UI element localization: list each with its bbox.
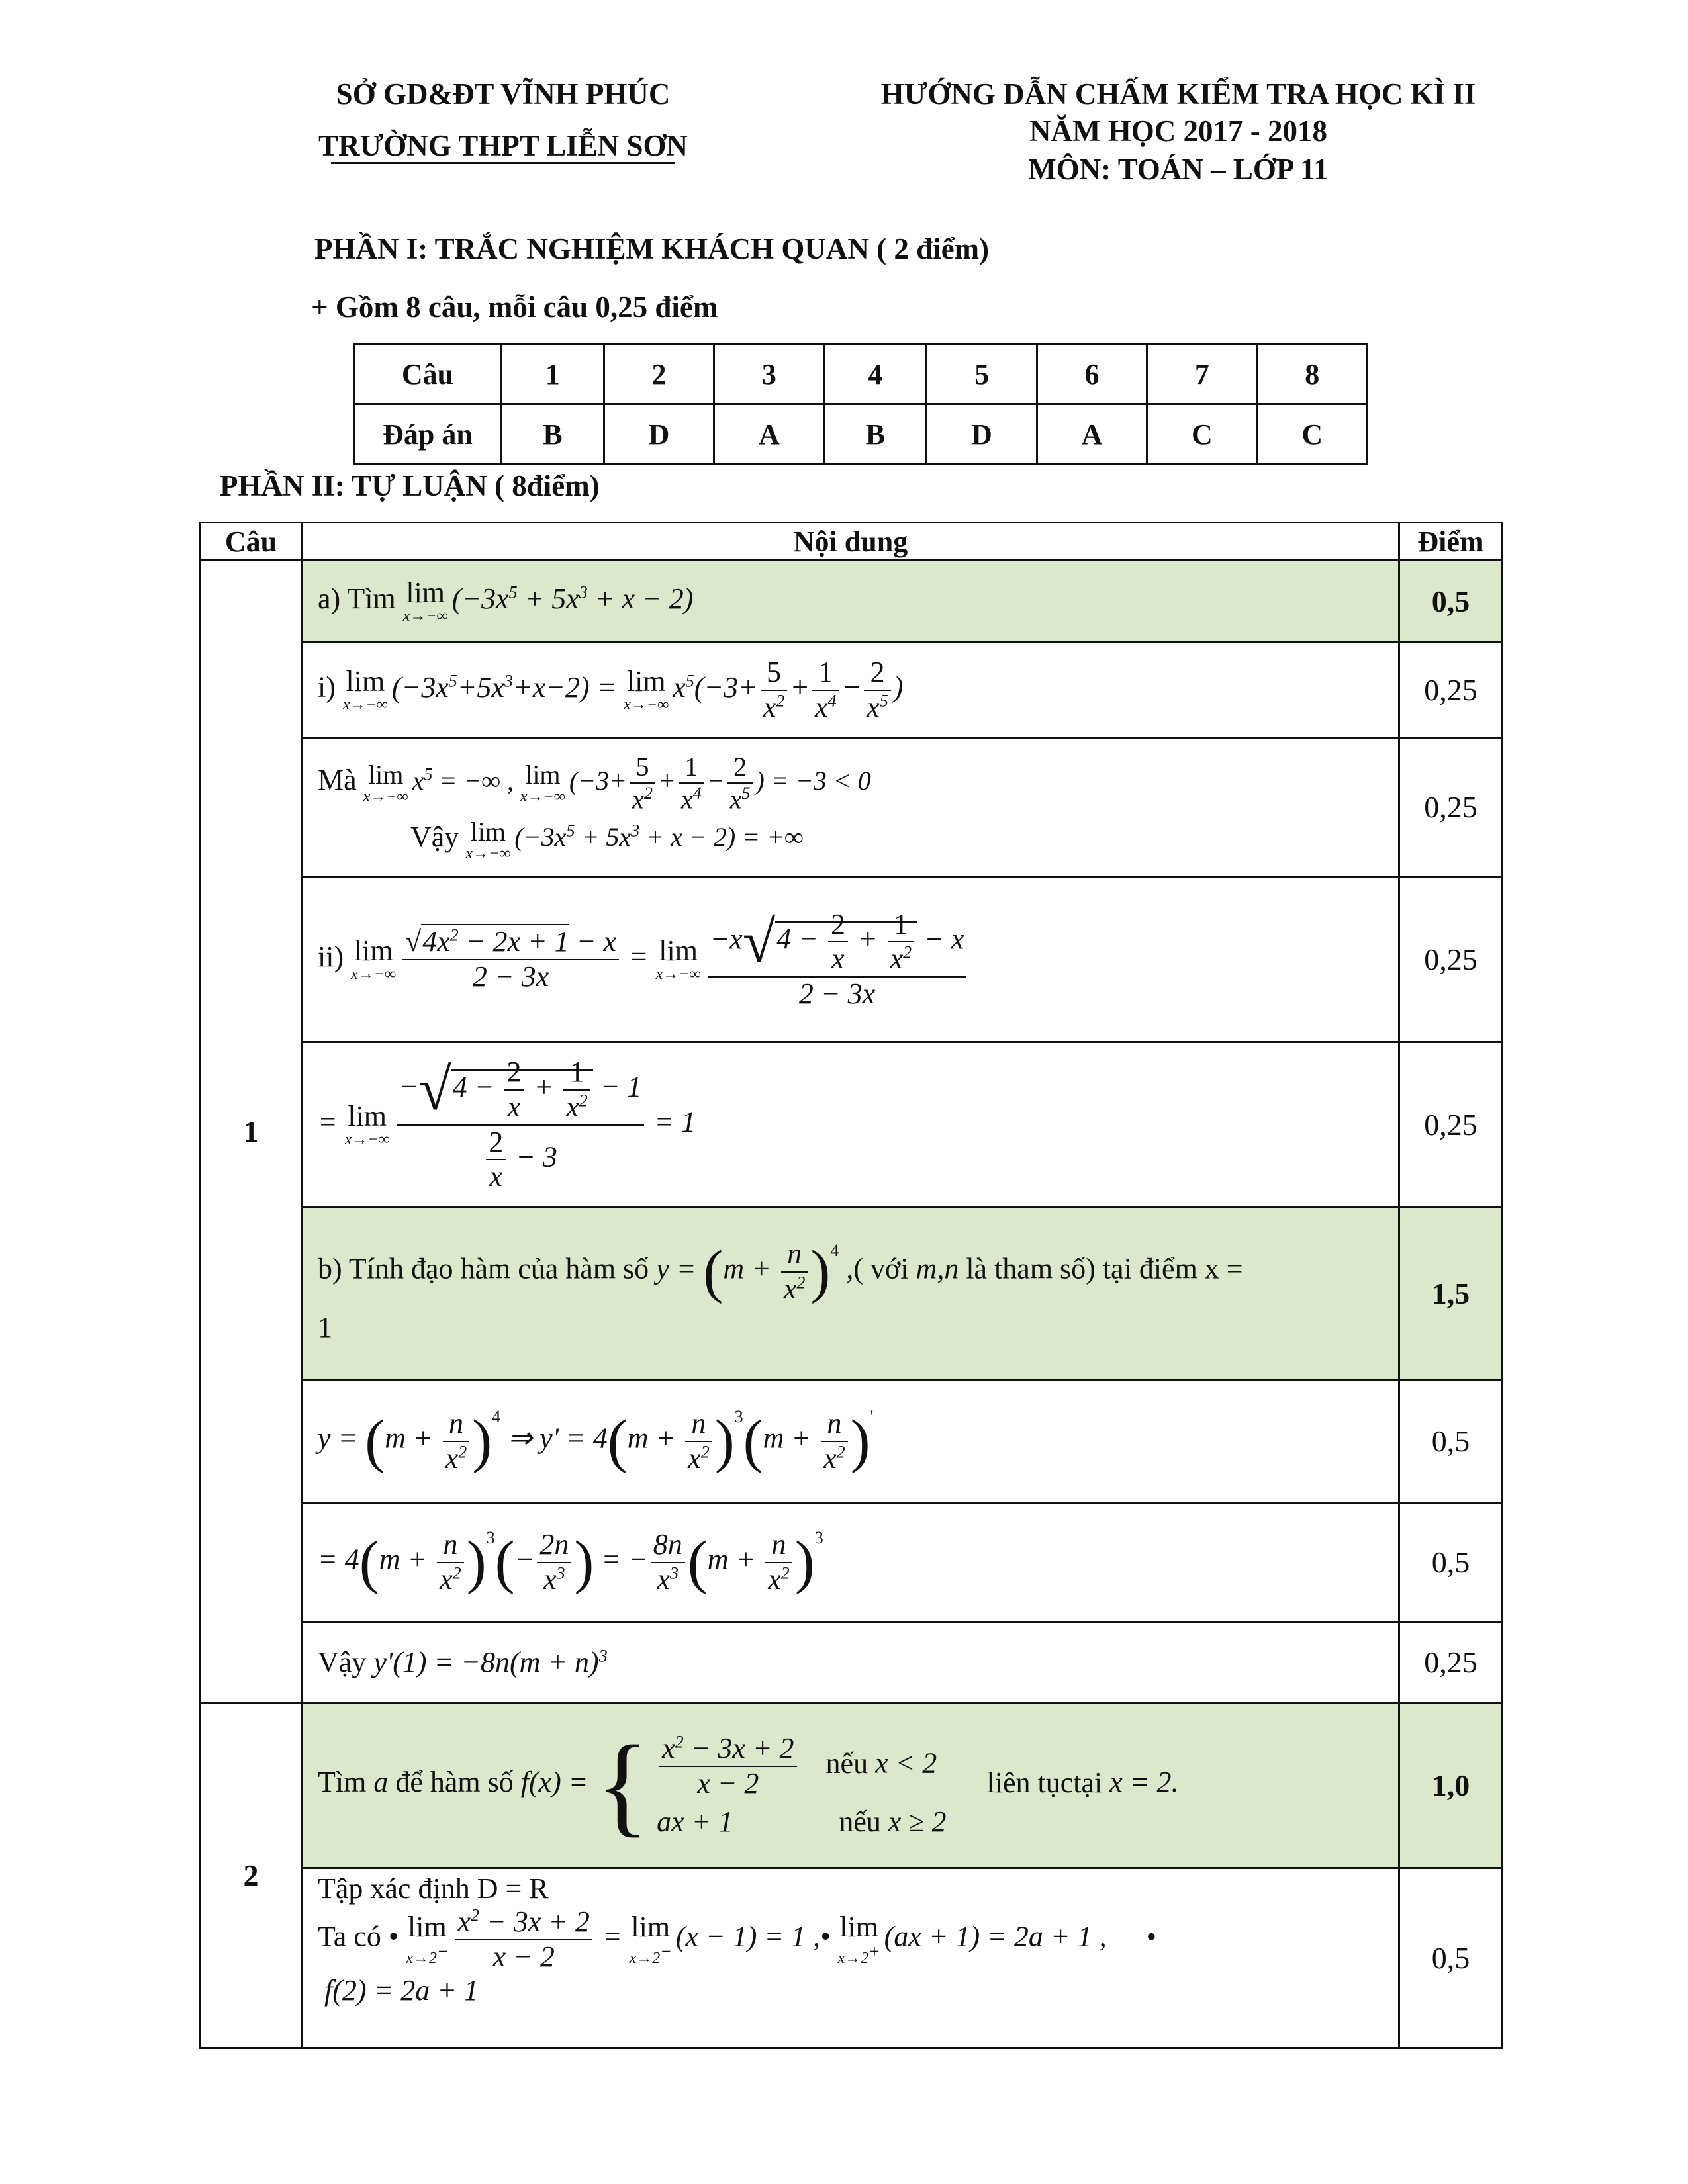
limit-operator: lim x→−∞ bbox=[351, 934, 397, 983]
fraction: $\frac{√4x^2 - 2x + 1 - x}{2 - 3x}$ bbox=[402, 925, 619, 993]
fraction: $\frac{n}{x^2}$ bbox=[765, 1528, 792, 1596]
q2-text-3: liên tụctại bbox=[986, 1766, 1103, 1799]
step-i-points: 0,25 bbox=[1399, 643, 1503, 738]
q1a-step-ma: Mà lim x→−∞ $x^5$ = −∞ , lim x→−∞ (−3+ $\frac{5}{x^2}$ + $\frac{1}{x^4}$ − $\frac{2}{x^5}$ ) = −3 < 0 Vậy lim x→−∞ $(-3x^5 + 5x^3 + x - 2)$ = +∞ bbox=[303, 738, 1399, 877]
col-header-noidung: Nội dung bbox=[303, 523, 1399, 561]
fraction: $\frac{1}{x^4}$ bbox=[812, 656, 839, 724]
question-number: 7 bbox=[1147, 344, 1257, 404]
q1b-conclusion: Vậy $y'(1) = -8n(m + n)^3$ bbox=[303, 1622, 1399, 1703]
answer-table-question-row bbox=[354, 344, 1368, 404]
conclusion-prefix: Vậy bbox=[318, 1646, 367, 1678]
q1b-points: 1,5 bbox=[1399, 1208, 1503, 1380]
step-ma-prefix: Mà bbox=[318, 764, 357, 797]
fraction: $\frac{x^2 - 3x + 2}{x - 2}$ bbox=[455, 1905, 592, 1974]
conclusion-points: 0,25 bbox=[1399, 1622, 1503, 1703]
table-row bbox=[200, 877, 1503, 1042]
question-number: 3 bbox=[714, 344, 824, 404]
question-number: 5 bbox=[927, 344, 1037, 404]
fraction: $\frac{2}{x^5}$ bbox=[727, 752, 753, 815]
question-1-label: 1 bbox=[200, 561, 303, 1703]
q1b-text-3: là tham số) tại điểm x = bbox=[966, 1252, 1243, 1285]
table-row bbox=[200, 738, 1503, 877]
q1a-step-result: = lim x→−∞ −√4 − $\frac{2}{x}$ + $\frac{1}{x^2}$ − 1 $\frac{2}{x}$ − 3 = 1 bbox=[303, 1042, 1399, 1208]
table-row bbox=[200, 1622, 1503, 1703]
step-ma-points: 0,25 bbox=[1399, 738, 1503, 877]
table-row bbox=[200, 1868, 1503, 2048]
part2-title: PHẦN II: TỰ LUẬN ( 8điểm) bbox=[220, 469, 600, 502]
table-header bbox=[200, 523, 1503, 561]
q2-text-1: Tìm bbox=[318, 1766, 367, 1799]
limit-operator: lim x→−∞ bbox=[624, 664, 669, 713]
q2-points: 1,0 bbox=[1399, 1703, 1503, 1868]
department-name: SỞ GD&ĐT VĨNH PHÚC bbox=[336, 77, 671, 111]
school-year: NĂM HỌC 2017 - 2018 bbox=[1029, 114, 1327, 148]
answer-letter: B bbox=[502, 404, 604, 465]
doc-title: HƯỚNG DẪN CHẤM KIỂM TRA HỌC KÌ II bbox=[880, 77, 1476, 111]
answer-table-answer-row bbox=[354, 404, 1368, 465]
essay-table bbox=[199, 522, 1503, 2049]
step-simplify-points: 0,5 bbox=[1399, 1503, 1503, 1622]
q1b-text-1: b) Tính đạo hàm của hàm số bbox=[318, 1252, 649, 1285]
q2-taco: Ta có bbox=[318, 1920, 381, 1953]
question-number: 4 bbox=[824, 344, 927, 404]
step-i-prefix: i) bbox=[318, 670, 336, 704]
step-derivative-points: 0,5 bbox=[1399, 1380, 1503, 1503]
limit-operator: lim x→−∞ bbox=[342, 664, 388, 713]
q1a-step-ii: ii) lim x→−∞ $\frac{√4x^2 - 2x + 1 - x}{2 - 3x}$ = lim x→−∞ −x√4 − $\frac{2}{x}$ + $\frac{1}{x^2}$ − x 2 − 3x bbox=[303, 877, 1399, 1042]
case-2-label: nếu bbox=[839, 1805, 881, 1838]
fraction: $\frac{n}{x^2}$ bbox=[437, 1528, 464, 1596]
subject: MÔN: TOÁN – LỚP 11 bbox=[1028, 153, 1329, 186]
school-name: TRƯỜNG THPT LIỄN SƠN bbox=[318, 129, 688, 162]
school-underline bbox=[331, 162, 675, 164]
table-row bbox=[200, 1703, 1503, 1868]
limit-operator: lim x→−∞ bbox=[655, 934, 701, 983]
question-2-label: 2 bbox=[200, 1703, 303, 2048]
q1b-text-4: 1 bbox=[318, 1311, 332, 1344]
q1a-prefix: a) Tìm bbox=[318, 582, 396, 615]
q2-text-2: để hàm số bbox=[395, 1766, 514, 1799]
limit-operator: lim x→2− bbox=[406, 1910, 449, 1968]
step-ii-prefix: ii) bbox=[318, 940, 344, 973]
fraction: $\frac{n}{x^2}$ bbox=[443, 1407, 470, 1475]
answer-letter: B bbox=[824, 404, 927, 465]
q1b-text-2: ,( với bbox=[846, 1252, 909, 1285]
question-number: 6 bbox=[1037, 344, 1147, 404]
step-result-points: 0,25 bbox=[1399, 1042, 1503, 1208]
fraction: $\frac{5}{x^2}$ bbox=[761, 656, 788, 724]
q2-statement: Tìm a để hàm số f(x) = { $\frac{x^2 - 3x + 2}{x - 2}$ nếu x < 2 ax + 1 nếu x ≥ 2 liên tụctại x = 2. bbox=[303, 1703, 1399, 1868]
table-row bbox=[200, 1380, 1503, 1503]
case-1-label: nếu bbox=[825, 1747, 868, 1780]
row-label-question: Câu bbox=[354, 344, 502, 404]
answer-table bbox=[353, 343, 1368, 465]
table-row bbox=[200, 1208, 1503, 1380]
table-row bbox=[200, 1503, 1503, 1622]
q1b-statement: b) Tính đạo hàm của hàm số y = (m + $\frac{n}{x^2}$ )$^4$ ,( với m,n là tham số) tại điểm x = 1 bbox=[303, 1208, 1399, 1380]
q2-solution: Tập xác định D = R Ta có • lim x→2− $\frac{x^2 - 3x + 2}{x - 2}$ = lim x→2− (x − 1) = 1 ,• lim x→2+ (ax + 1) = 2a + 1 , • f(2) = 2a + 1 bbox=[303, 1868, 1399, 2048]
q2-var: a bbox=[373, 1766, 389, 1799]
step-ii-points: 0,25 bbox=[1399, 877, 1503, 1042]
question-number: 2 bbox=[604, 344, 714, 404]
fraction: $\frac{2n}{x^3}$ bbox=[537, 1528, 571, 1596]
q1a-statement: a) Tìm lim x→−∞ $(-3x^5 + 5x^3 + x - 2)$ bbox=[303, 561, 1399, 643]
row-label-answer: Đáp án bbox=[354, 404, 502, 465]
q1b-params: m,n bbox=[915, 1252, 959, 1285]
table-row bbox=[200, 643, 1503, 738]
limit-operator: lim x→−∞ bbox=[344, 1099, 390, 1148]
fraction: $\frac{n}{x^2}$ bbox=[781, 1238, 808, 1306]
answer-letter: C bbox=[1257, 404, 1367, 465]
answer-letter: A bbox=[1037, 404, 1147, 465]
part1-subtitle: + Gồm 8 câu, mỗi câu 0,25 điểm bbox=[311, 291, 718, 324]
part1-title: PHẦN I: TRẮC NGHIỆM KHÁCH QUAN ( 2 điểm) bbox=[314, 232, 990, 265]
fraction: $\frac{1}{x^4}$ bbox=[679, 752, 704, 815]
table-row bbox=[200, 561, 1503, 643]
fraction: $\frac{5}{x^2}$ bbox=[630, 752, 655, 815]
q2-solution-points: 0,5 bbox=[1399, 1868, 1503, 2048]
fraction: $\frac{8n}{x^3}$ bbox=[651, 1528, 685, 1596]
limit-operator: lim x→2+ bbox=[837, 1910, 880, 1968]
limit-operator: lim x→−∞ bbox=[520, 760, 565, 806]
limit-operator: lim x→−∞ bbox=[363, 760, 408, 806]
question-number: 8 bbox=[1257, 344, 1367, 404]
q1a-step-i: i) lim x→−∞ $(-3x^5+5x^3+x-2)$ = lim x→−∞ $x^5(-3+$ $\frac{5}{x^2}$ + $\frac{1}{x^4}$ − $\frac{2}{x^5}$ ) bbox=[303, 643, 1399, 738]
fraction: $\frac{2}{x^5}$ bbox=[864, 656, 891, 724]
answer-letter: C bbox=[1147, 404, 1257, 465]
limit-operator: lim x→−∞ bbox=[402, 576, 448, 625]
col-header-diem: Điểm bbox=[1399, 523, 1503, 561]
answer-letter: D bbox=[604, 404, 714, 465]
answer-letter: D bbox=[927, 404, 1037, 465]
limit-operator: lim x→−∞ bbox=[465, 816, 511, 862]
q2-domain: Tập xác định D = R bbox=[318, 1872, 549, 1905]
col-header-cau: Câu bbox=[200, 523, 303, 561]
question-number: 1 bbox=[502, 344, 604, 404]
step-vay-prefix: Vậy bbox=[410, 820, 459, 853]
limit-operator: lim x→2− bbox=[629, 1910, 672, 1968]
fraction: −x√4 − $\frac{2}{x}$ + $\frac{1}{x^2}$ − x 2 − 3x bbox=[708, 908, 967, 1011]
q1b-step-simplify: = 4(m + $\frac{n}{x^2}$ )$^3$(− $\frac{2n}{x^3}$ ) = − $\frac{8n}{x^3}$ (m + $\frac{n}{x^2}$ )$^3$ bbox=[303, 1503, 1399, 1622]
fraction: $\frac{x^2 - 3x + 2}{x - 2}$ bbox=[659, 1732, 796, 1800]
q1b-step-derivative: y = (m + $\frac{n}{x^2}$ )$^4$ ⇒ y' = 4(m + $\frac{n}{x^2}$ )$^3$(m + $\frac{n}{x^2}$ )' bbox=[303, 1380, 1399, 1503]
fraction: $\frac{n}{x^2}$ bbox=[821, 1407, 848, 1475]
table-row bbox=[200, 1042, 1503, 1208]
q1a-points: 0,5 bbox=[1399, 561, 1503, 643]
fraction: −√4 − $\frac{2}{x}$ + $\frac{1}{x^2}$ − 1 $\frac{2}{x}$ − 3 bbox=[397, 1056, 645, 1193]
fraction: $\frac{n}{x^2}$ bbox=[685, 1407, 712, 1475]
answer-letter: A bbox=[714, 404, 824, 465]
